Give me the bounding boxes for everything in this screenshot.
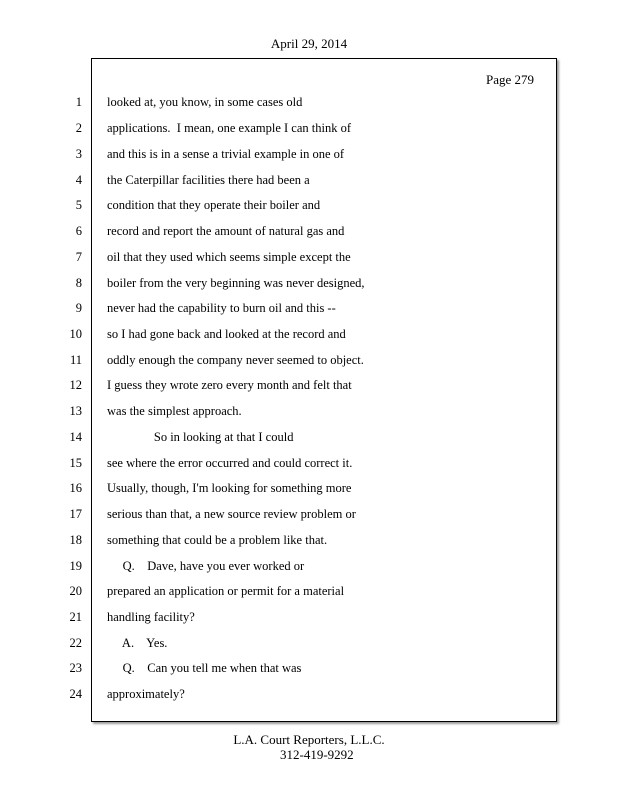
line-number: 23 [69, 661, 82, 675]
transcript-line: oddly enough the company never seemed to object. [107, 353, 364, 367]
transcript-line: so I had gone back and looked at the record and [107, 327, 346, 341]
transcript-line: applications. I mean, one example I can think of [107, 121, 352, 135]
transcript-line: serious than that, a new source review problem or [107, 507, 356, 521]
line-number: 12 [69, 378, 82, 392]
transcript-line: boiler from the very beginning was never designed, [107, 276, 365, 290]
page-number: Page 279 [486, 72, 535, 87]
transcript-line: condition that they operate their boiler and [107, 198, 321, 212]
transcript-line: something that could be a problem like that. [107, 533, 328, 547]
transcript-line: record and report the amount of natural gas and [107, 224, 345, 238]
line-number: 7 [75, 250, 82, 264]
line-number: 1 [75, 95, 82, 109]
line-number: 5 [75, 198, 82, 212]
transcript-line: handling facility? [107, 610, 195, 624]
line-number: 17 [69, 507, 82, 521]
line-number: 6 [75, 224, 82, 238]
line-number: 16 [69, 481, 82, 495]
line-number: 24 [69, 687, 82, 701]
line-number: 9 [75, 301, 82, 315]
transcript-line: and this is in a sense a trivial example in one of [107, 147, 345, 161]
transcript-date: April 29, 2014 [270, 36, 348, 51]
footer-phone: 312-419-9292 [280, 747, 354, 762]
transcript-line: Q. Can you tell me when that was [107, 661, 302, 675]
transcript-line: the Caterpillar facilities there had been a [107, 173, 310, 187]
transcript-line: Usually, though, I'm looking for something more [107, 481, 352, 495]
line-number: 21 [69, 610, 82, 624]
line-number: 8 [75, 276, 82, 290]
transcript-line: I guess they wrote zero every month and felt that [107, 378, 352, 392]
transcript-line: oil that they used which seems simple except the [107, 250, 351, 264]
line-number: 11 [69, 353, 82, 367]
transcript-line: Q. Dave, have you ever worked or [107, 559, 305, 573]
transcript-line: prepared an application or permit for a material [107, 584, 345, 598]
transcript-line: was the simplest approach. [107, 404, 242, 418]
line-number: 13 [69, 404, 82, 418]
line-number: 20 [69, 584, 82, 598]
line-number: 4 [75, 173, 82, 187]
line-number: 18 [69, 533, 82, 547]
line-number: 10 [69, 327, 82, 341]
transcript-line: A. Yes. [107, 636, 168, 650]
line-number: 3 [75, 147, 82, 161]
transcript-line: looked at, you know, in some cases old [107, 95, 303, 109]
line-number: 22 [69, 636, 82, 650]
transcript-line: So in looking at that I could [107, 430, 294, 444]
footer-company: L.A. Court Reporters, L.L.C. [233, 732, 385, 747]
line-number: 19 [69, 559, 82, 573]
transcript-line: never had the capability to burn oil and this -- [107, 301, 336, 315]
transcript-line: see where the error occurred and could correct it. [107, 456, 353, 470]
transcript-line: approximately? [107, 687, 185, 701]
line-number: 2 [75, 121, 82, 135]
line-number: 15 [69, 456, 82, 470]
line-number: 14 [69, 430, 82, 444]
